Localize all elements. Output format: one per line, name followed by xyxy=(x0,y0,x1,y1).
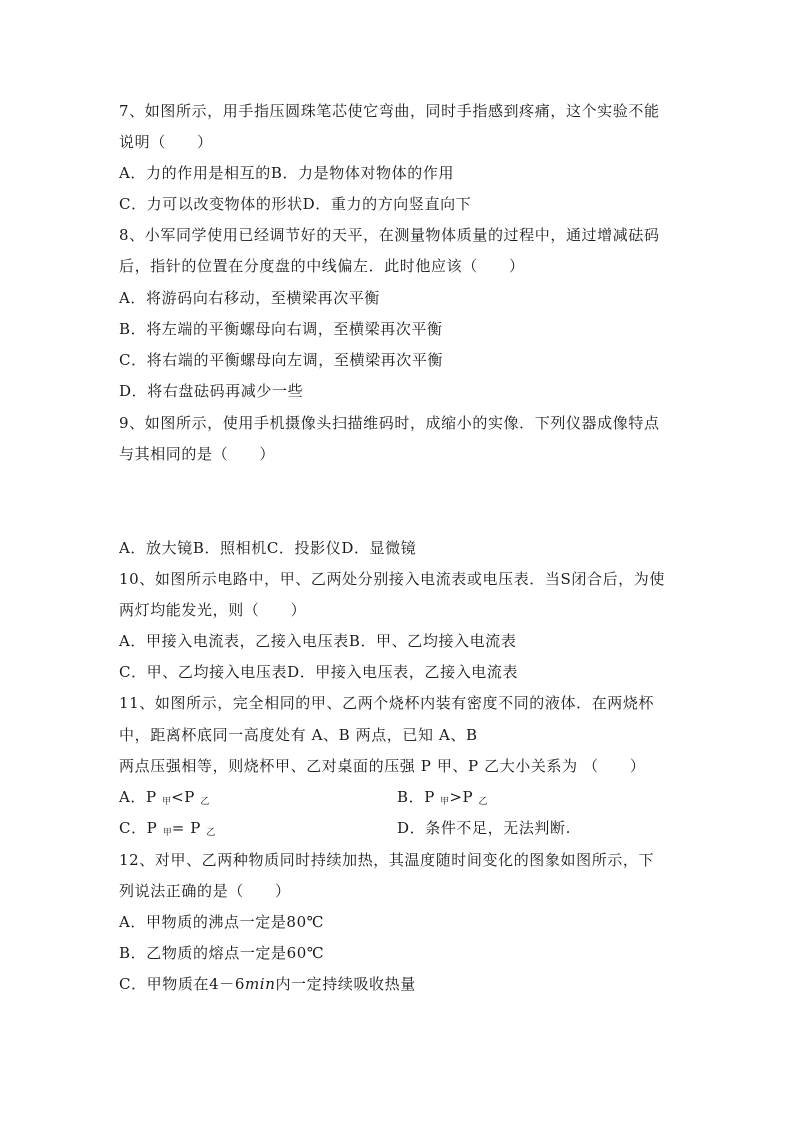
q11-option-c-rel: = P xyxy=(171,819,207,837)
q7-stem-line1: 7、如图所示，用手指压圆珠笔芯使它弯曲，同时手指感到疼痛，这个实验不能 xyxy=(119,102,660,120)
q11-option-a-text: A．P xyxy=(119,788,163,806)
q12-stem-line2: 列说法正确的是（ ） xyxy=(119,882,291,900)
q7-options-cd: C．力可以改变物体的形状D．重力的方向竖直向下 xyxy=(119,195,472,213)
q8-option-c: C．将右端的平衡螺母向左调，至横梁再次平衡 xyxy=(119,351,444,369)
q8-option-b: B．将左端的平衡螺母向右调，至横梁再次平衡 xyxy=(119,320,443,338)
q10-stem-line2: 两灯均能发光，则（ ） xyxy=(119,601,307,619)
q8-stem-line2: 后，指针的位置在分度盘的中线偏左．此时他应该（ ） xyxy=(119,257,525,275)
q11-stem-line3: 两点压强相等，则烧杯甲、乙对桌面的压强 P 甲、P 乙大小关系为 （ ） xyxy=(119,757,646,775)
q11-option-b-rel: >P xyxy=(449,788,479,806)
q8-option-a: A．将游码向右移动，至横梁再次平衡 xyxy=(119,289,381,307)
q8-stem-line1: 8、小军同学使用已经调节好的天平，在测量物体质量的过程中，通过增减砝码 xyxy=(119,226,660,244)
q12-option-a: A．甲物质的沸点一定是80℃ xyxy=(119,913,325,931)
q11-stem-line2: 中，距离杯底同一高度处有 A、B 两点，已知 A、B xyxy=(119,726,478,744)
q10-options-cd: C．甲、乙均接入电压表D．甲接入电压表，乙接入电流表 xyxy=(119,663,519,681)
q12-option-b: B．乙物质的熔点一定是60℃ xyxy=(119,944,325,962)
q11-option-b-text: B．P xyxy=(397,788,441,806)
q11-option-a-sub2: 乙 xyxy=(200,797,210,807)
q11-option-c-text: C．P xyxy=(119,819,163,837)
q11-stem-line1: 11、如图所示，完全相同的甲、乙两个烧杯内装有密度不同的液体．在两烧杯 xyxy=(119,694,655,712)
q12-option-c xyxy=(119,974,416,994)
q10-stem-line1: 10、如图所示电路中，甲、乙两处分别接入电流表或电压表．当S闭合后，为使 xyxy=(119,570,665,588)
q12-option-c-post: 内一定持续吸收热量 xyxy=(275,975,416,993)
q7-options-ab: A．力的作用是相互的B．力是物体对物体的作用 xyxy=(119,164,455,182)
q11-option-b-sub2: 乙 xyxy=(478,797,488,807)
q11-option-a-rel: <P xyxy=(171,788,201,806)
q11-option-b-sub1: 甲 xyxy=(440,797,450,807)
q9-stem-line1: 9、如图所示，使用手机摄像头扫描维码时，成缩小的实像．下列仪器成像特点 xyxy=(119,414,660,432)
q11-option-c xyxy=(119,818,215,843)
q11-option-a xyxy=(119,787,209,812)
q12-stem-line1: 12、对甲、乙两种物质同时持续加热，其温度随时间变化的图象如图所示，下 xyxy=(119,851,655,869)
q9-options: A．放大镜B．照相机C．投影仪D．显微镜 xyxy=(119,539,417,557)
q12-option-c-unit: min xyxy=(244,975,276,993)
q11-option-c-sub2: 乙 xyxy=(206,828,216,838)
q11-option-b xyxy=(397,787,488,812)
q8-option-d: D．将右盘砝码再减少一些 xyxy=(119,382,304,400)
q12-option-c-pre: C．甲物质在4－6 xyxy=(119,975,245,993)
q11-option-c-sub1: 甲 xyxy=(162,828,172,838)
q11-option-a-sub1: 甲 xyxy=(162,797,172,807)
q7-stem-line2: 说明（ ） xyxy=(119,133,213,151)
q11-option-d: D．条件不足，无法判断. xyxy=(397,819,571,837)
q10-options-ab: A．甲接入电流表，乙接入电压表B．甲、乙均接入电流表 xyxy=(119,632,517,650)
q9-stem-line2: 与其相同的是（ ） xyxy=(119,445,276,463)
